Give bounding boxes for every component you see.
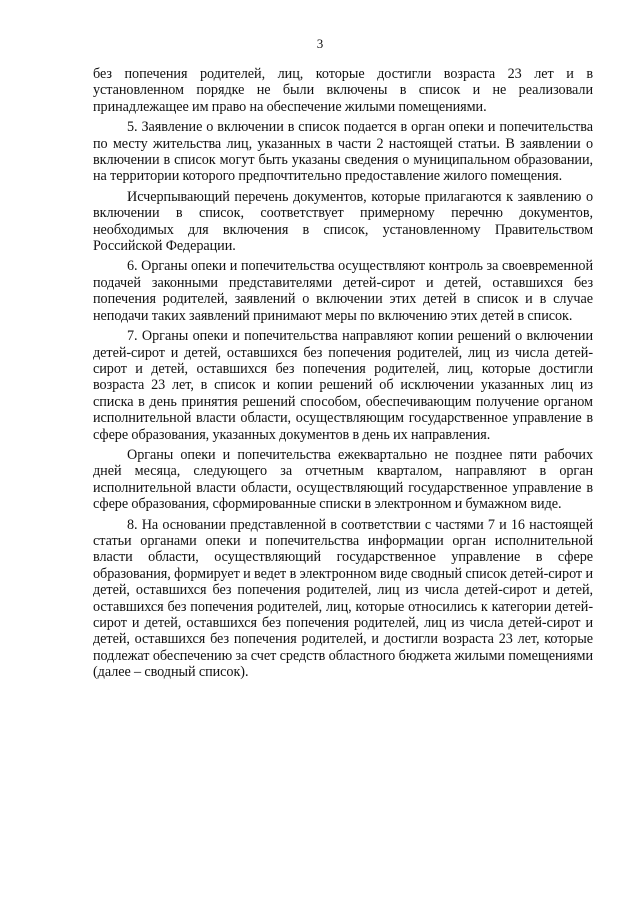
document-body <box>93 66 593 681</box>
page-number: 3 <box>316 36 324 51</box>
paragraph-item-8: 8. На основании представленной в соответствии с частями 7 и 16 настоящей статьи органами опеки и попечительства информации орган исполнительной власти области, осуществляющий государственное управление в сфере образования, формирует и ведет в электронном виде сводный список детей-сирот и детей, оставшихся без попечения родителей, лиц из числа детей-сирот и детей, оставшихся без попечения родителей, лиц, которые относились к категории детей-сирот и детей, оставшихся без попечения родителей, лиц из числа детей-сирот и детей, оставшихся без попечения родителей, и достигли возраста 23 лет, которые подлежат обеспечению за счет средств областного бюджета жилыми помещениями (далее – сводный список). <box>93 516 593 681</box>
paragraph-item-6: 6. Органы опеки и попечительства осуществляют контроль за своевременной подачей законными представителями детей-сирот и детей, оставшихся без попечения родителей, заявлений о включении этих детей в список и в случае неподачи таких заявлений принимают меры по включению этих детей в список. <box>93 258 593 324</box>
paragraph-continuation: без попечения родителей, лиц, которые достигли возраста 23 лет и в установленном порядке не были включены в список и не реализовали принадлежащее им право на обеспечение жилыми помещениями. <box>93 66 593 115</box>
paragraph-item-7: 7. Органы опеки и попечительства направляют копии решений о включении детей-сирот и детей, оставшихся без попечения родителей, лиц из числа детей-сирот и детей, оставшихся без попечения родителей, лиц, которые достигли возраста 23 лет, в список и копии решений об исключении указанных лиц из списка в день принятия решений способом, обеспечивающим получение органом исполнительной власти области, осуществляющим государственное управление в сфере образования, указанных документов в день их направления. <box>93 328 593 443</box>
paragraph-item-5: 5. Заявление о включении в список подается в орган опеки и попечительства по месту жительства лиц, указанных в части 2 настоящей статьи. В заявлении о включении в список могут быть указаны сведения о муниципальном образовании, на территории которого предпочтительно предоставление жилого помещения. <box>93 119 593 185</box>
paragraph-documents-list: Исчерпывающий перечень документов, которые прилагаются к заявлению о включении в список, соответствует примерному перечню документов, необходимых для включения в список, установленному Правительством Российской Федерации. <box>93 188 593 255</box>
paragraph-quarterly-reports: Органы опеки и попечительства ежеквартально не позднее пяти рабочих дней месяца, следующего за отчетным кварталом, направляют в орган исполнительной власти области, осуществляющий государственное управление в сфере образования, сформированные списки в электронном и бумажном виде. <box>93 446 593 513</box>
